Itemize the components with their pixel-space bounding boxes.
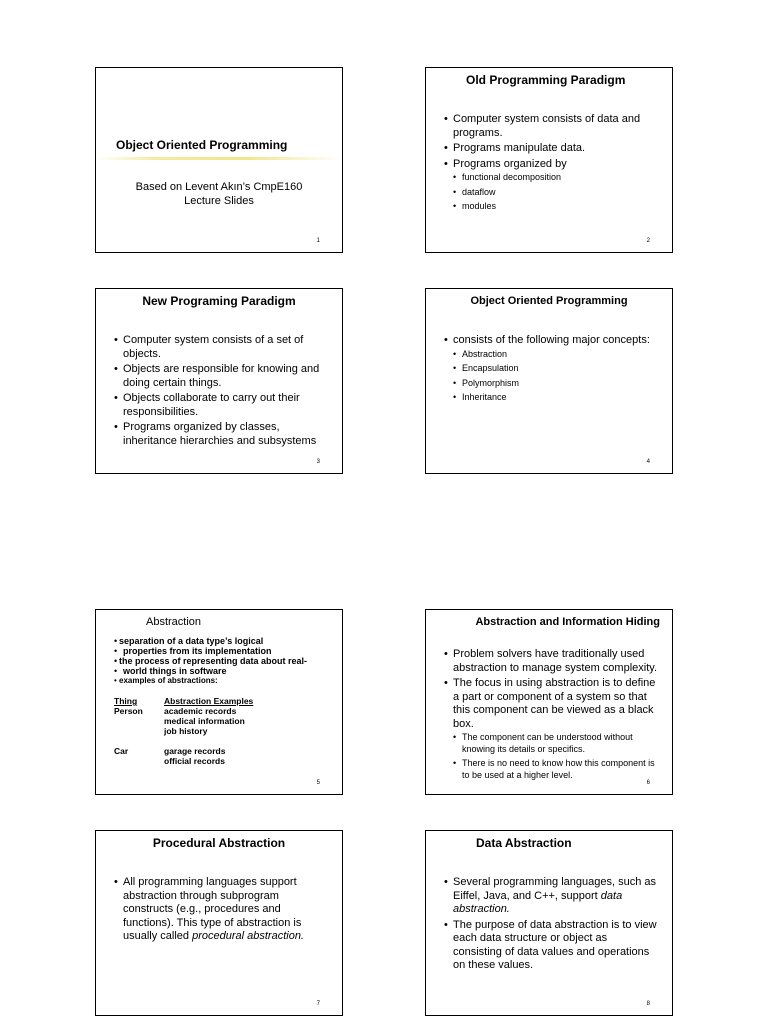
slide-number: 1 <box>316 238 320 244</box>
table-header-row <box>114 696 284 706</box>
slide-number: 3 <box>316 459 320 465</box>
bullet-list <box>444 648 658 784</box>
bullet-item: • the process of representing data about real- <box>114 656 332 666</box>
table-cell: medical information <box>164 716 245 726</box>
sub-bullet-list <box>453 349 658 404</box>
bullet-list <box>444 113 658 216</box>
bullet-text: properties from its implementation <box>123 646 272 656</box>
bullet-text: All programming languages support abstraction through subprogram constructs (e.g., procedures and functions). This type of abstraction is usually called <box>123 876 302 942</box>
slide-2 <box>425 67 673 253</box>
bullet-emphasis: procedural abstraction. <box>192 930 304 942</box>
sub-bullet-item: • Abstraction <box>453 349 658 361</box>
slide-title: Data Abstraction <box>476 836 572 850</box>
sub-bullet-item: • Inheritance <box>453 392 658 404</box>
bullet-list <box>114 876 328 946</box>
sub-bullet-list <box>453 172 658 213</box>
table-cell <box>164 736 284 746</box>
bullet-item <box>444 334 658 404</box>
subtitle-line: Lecture Slides <box>184 195 254 207</box>
bullet-item: • The purpose of data abstraction is to view each data structure or object as consisting of data values and operations on these values. <box>444 919 658 973</box>
slide-number: 4 <box>646 459 650 465</box>
slide-6 <box>425 609 673 795</box>
table-header: Thing <box>114 696 138 706</box>
bullet-item <box>114 876 328 944</box>
bullet-text: consists of the following major concepts: <box>453 334 650 346</box>
sub-bullet-item: • There is no need to know how this component is to be used at a higher level. <box>453 758 658 781</box>
sub-bullet-item: • modules <box>453 201 658 213</box>
slide-number: 2 <box>646 238 650 244</box>
slide-5 <box>95 609 343 795</box>
table-header: Abstraction Examples <box>164 696 254 706</box>
slide-3 <box>95 288 343 474</box>
bullet-continuation <box>114 666 332 676</box>
table-row <box>114 756 284 766</box>
bullet-item: • Computer system consists of a set of objects. <box>114 334 328 361</box>
slide-title: Procedural Abstraction <box>152 836 286 850</box>
table-cell: job history <box>164 726 208 736</box>
table-cell: Car <box>114 746 129 756</box>
bullet-item: • separation of a data type’s logical <box>114 636 332 646</box>
sub-bullet-item: • functional decomposition <box>453 172 658 184</box>
bullet-text: Programs organized by <box>453 157 567 170</box>
slide-number: 5 <box>316 780 320 786</box>
slide-1 <box>95 67 343 253</box>
slide-title: New Programing Paradigm <box>142 294 296 308</box>
table-cell: garage records <box>164 746 226 756</box>
sub-bullet-list <box>453 732 658 781</box>
table-cell <box>114 736 164 746</box>
bullet-list <box>444 334 658 407</box>
bullet-list <box>114 334 328 450</box>
bullet-item: • Objects are responsible for knowing and doing certain things. <box>114 363 328 390</box>
bullet-item: • examples of abstractions: <box>114 676 332 686</box>
slide-number: 8 <box>646 1001 650 1007</box>
bullet-item <box>444 876 658 917</box>
slide-number: 6 <box>646 780 650 786</box>
bullet-emphasis: data abstraction. <box>453 889 623 915</box>
table-cell <box>114 726 164 736</box>
slide-7 <box>95 830 343 1016</box>
table-cell <box>114 716 164 726</box>
title-underline-gradient <box>96 157 342 160</box>
table-cell <box>114 756 164 766</box>
sub-bullet-item: • Polymorphism <box>453 378 658 390</box>
slide-title: Abstraction <box>146 616 202 628</box>
bullet-item: • Computer system consists of data and programs. <box>444 113 658 140</box>
slide-title: Object Oriented Programming <box>470 295 628 307</box>
bullet-continuation <box>114 646 332 656</box>
bullet-item: • Objects collaborate to carry out their responsibilities. <box>114 392 328 419</box>
table-cell: Person <box>114 706 143 716</box>
table-row <box>114 726 284 736</box>
slide-title: Abstraction and Information Hiding <box>475 616 660 628</box>
bullet-list <box>114 636 332 686</box>
slide-4 <box>425 288 673 474</box>
table-row <box>114 746 284 756</box>
slide-subtitle <box>96 180 342 208</box>
bullet-item: • Programs manipulate data. <box>444 142 658 156</box>
table-cell: official records <box>164 756 225 766</box>
table-cell: academic records <box>164 706 237 716</box>
bullet-item <box>444 677 658 781</box>
table-row <box>114 716 284 726</box>
bullet-item: • Problem solvers have traditionally used abstraction to manage system complexity. <box>444 648 658 675</box>
table-row <box>114 706 284 716</box>
bullet-text: The focus in using abstraction is to define a part or component of a system so that this component can be viewed as a black box. <box>453 677 656 730</box>
sub-bullet-item: • Encapsulation <box>453 363 658 375</box>
slide-title: Old Programming Paradigm <box>466 73 626 87</box>
slide-title: Object Oriented Programming <box>116 138 288 152</box>
slide-number: 7 <box>316 1001 320 1007</box>
bullet-list <box>444 876 658 975</box>
subtitle-line: Based on Levent Akın’s CmpE160 <box>135 181 303 193</box>
table-row <box>114 736 284 746</box>
slide-8 <box>425 830 673 1016</box>
bullet-item: • Programs organized by classes, inheritance hierarchies and subsystems <box>114 421 328 448</box>
abstraction-table <box>114 696 284 766</box>
bullet-text: Several programming languages, such as Eiffel, Java, and C++, support <box>453 876 657 902</box>
bullet-item <box>444 158 658 213</box>
sub-bullet-item: • dataflow <box>453 187 658 199</box>
bullet-text: world things in software <box>123 666 227 676</box>
sub-bullet-item: • The component can be understood without knowing its details or specifics. <box>453 732 658 755</box>
